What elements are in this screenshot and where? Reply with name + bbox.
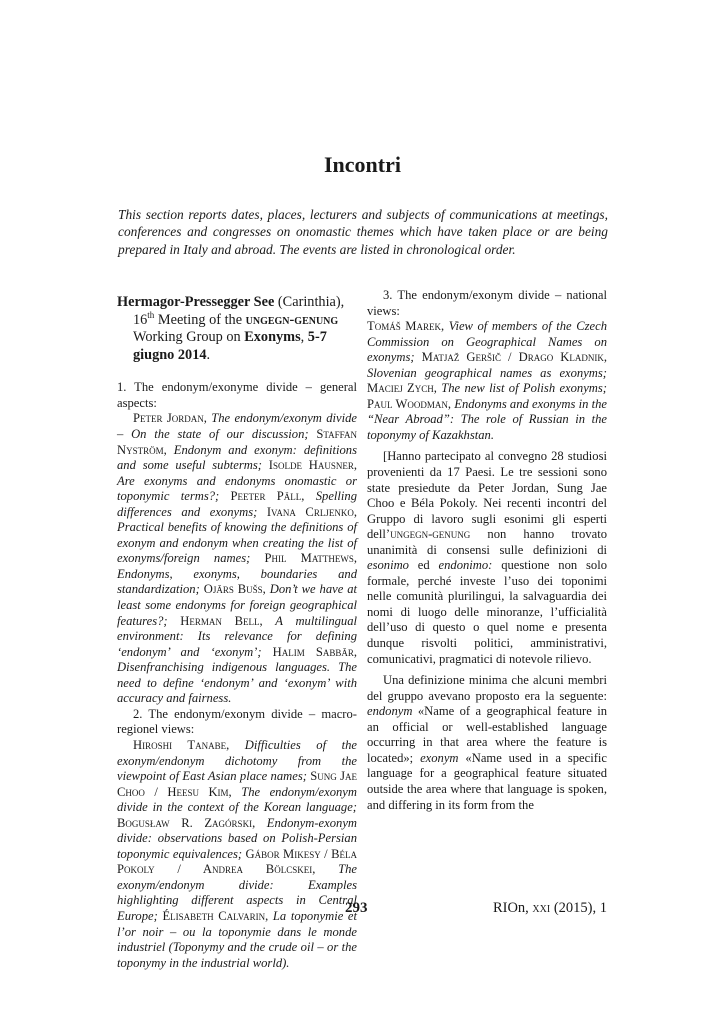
event-place: Hermagor-Pressegger See xyxy=(117,294,275,310)
session-2-talks: Hiroshi Tanabe, Difficulties of the exonym/endonym dichotomy from the viewpoint of East Asian place names; Sung Jae Choo / Heesu Kim, The endonym/exonym divide in the context of the Korean language; Bogusław R. Zagórski, Endonym-exonym divide: observations based on Polish-Persian toponymic equivalences; Gábor Mikesy / Béla Pokoly / Andrea Bölcskei, The exonym/endonym divide: Examples highlighting different aspects in Central Europe; Élisabeth Calvarin, La toponymie et l’or noir – ou la toponymie dans le monde industriel (Toponymy and the crude oil – or the toponymy in the industrial world). xyxy=(117,737,358,970)
event-heading: Hermagor-Pressegger See (Carinthia), 16th Meeting of the ungegn-genung Working Group on Exonyms, 5-7 giugno 2014. xyxy=(117,294,345,363)
right-column xyxy=(367,288,607,813)
session-1-talks: Peter Jordan, The endonym/exonym divide – On the state of our discussion; Staffan Nyström, Endonym and exonym: definitions and some useful subterms; Isolde Hausner, Are exonyms and endonyms onomastic or toponymic terms?; Peeter Päll, Spelling differences and exonyms; Ivana Crljenko, Practical benefits of knowing the definitions of exonym and endonym when creating the list of exonyms/foreign names; Phil Matthews, Endonyms, exonyms, boundaries and standardization; Ojārs Bušs, Don’t we have at least some endonyms for foreign geographical features?; Herman Bell, A multilingual environment: Its relevance for defining ‘endonym’ and ‘exonym’; Halim Sabbār, Disenfranchising indigenous languages. The need to define ‘endonym’ and ‘exonym’ with accuracy and fairness. xyxy=(117,411,358,706)
session-2-heading: 2. The endonym/exonym divide – macro-regionel views: xyxy=(117,706,357,737)
section-intro: This section reports dates, places, lecturers and subjects of communications at meetings, conferences and congresses on onomastic themes which have taken place or are being prepared in Italy and abroad. The events are listed in chronological order. xyxy=(118,207,608,257)
meeting-number-suffix: th xyxy=(147,309,155,320)
section-title: Incontri xyxy=(324,152,401,177)
working-group-name: Exonyms xyxy=(244,329,301,346)
session-3-talks: Tomáš Marek, View of members of the Czech Commission on Geographical Names on exonyms; Matjaž Geršič / Drago Kladnik, Slovenian geographical names as exonyms; Maciej Zych, The new list of Polish exonyms; Paul Woodman, Endonyms and exonyms in the “Near Abroad”: The role of Russian in the toponymy of Kazakhstan. xyxy=(367,319,608,442)
left-column xyxy=(117,294,357,971)
meeting-number: 16 xyxy=(133,311,148,328)
event-region: (Carinthia), xyxy=(277,294,345,310)
session-1-heading: 1. The endonym/exonyme divide – general aspects: xyxy=(117,380,357,410)
journal-reference: RIOn, xxi (2015), 1 xyxy=(492,900,607,916)
commentary-paragraph-2: Una definizione minima che alcuni membri del gruppo avevano proposto era la seguente: endonym «Name of a geographical feature in an official or well-established language occurring in that area where the feature is located»; exonym «Name used in a specific language for a geographical feature situated outside the area where that language is spoken, and differing in its form from the xyxy=(367,673,607,812)
session-3-heading: 3. The endonym/exonym divide – national views: xyxy=(367,288,607,318)
event-dates: 5-7 giugno 2014 xyxy=(133,329,327,363)
page-number: 293 xyxy=(345,900,368,916)
organization: ungegn-genung xyxy=(245,311,339,328)
commentary-paragraph-1: [Hanno partecipato al convegno 28 studiosi provenienti da 17 Paesi. Le tre sessioni sono state presiedute da Peter Jordan, Sung Jae Choo e Béla Pokoly. Nei recenti incontri del Gruppo di lavoro sugli esonimi gli esperti dell’ungegn-genung non hanno trovato unanimità di consensi sulle definizioni di esonimo ed endonimo: questione non solo formale, perché investe l’uso dei toponimi nelle comunità plurilingui, la salvaguardia dei nomi di luogo delle minoranze, l’ufficialità dell’uso di questo o quel nome e presenta dunque risvolti politici, amministrativi, comunicativi, pragmatici di notevole rilievo. xyxy=(367,449,607,666)
